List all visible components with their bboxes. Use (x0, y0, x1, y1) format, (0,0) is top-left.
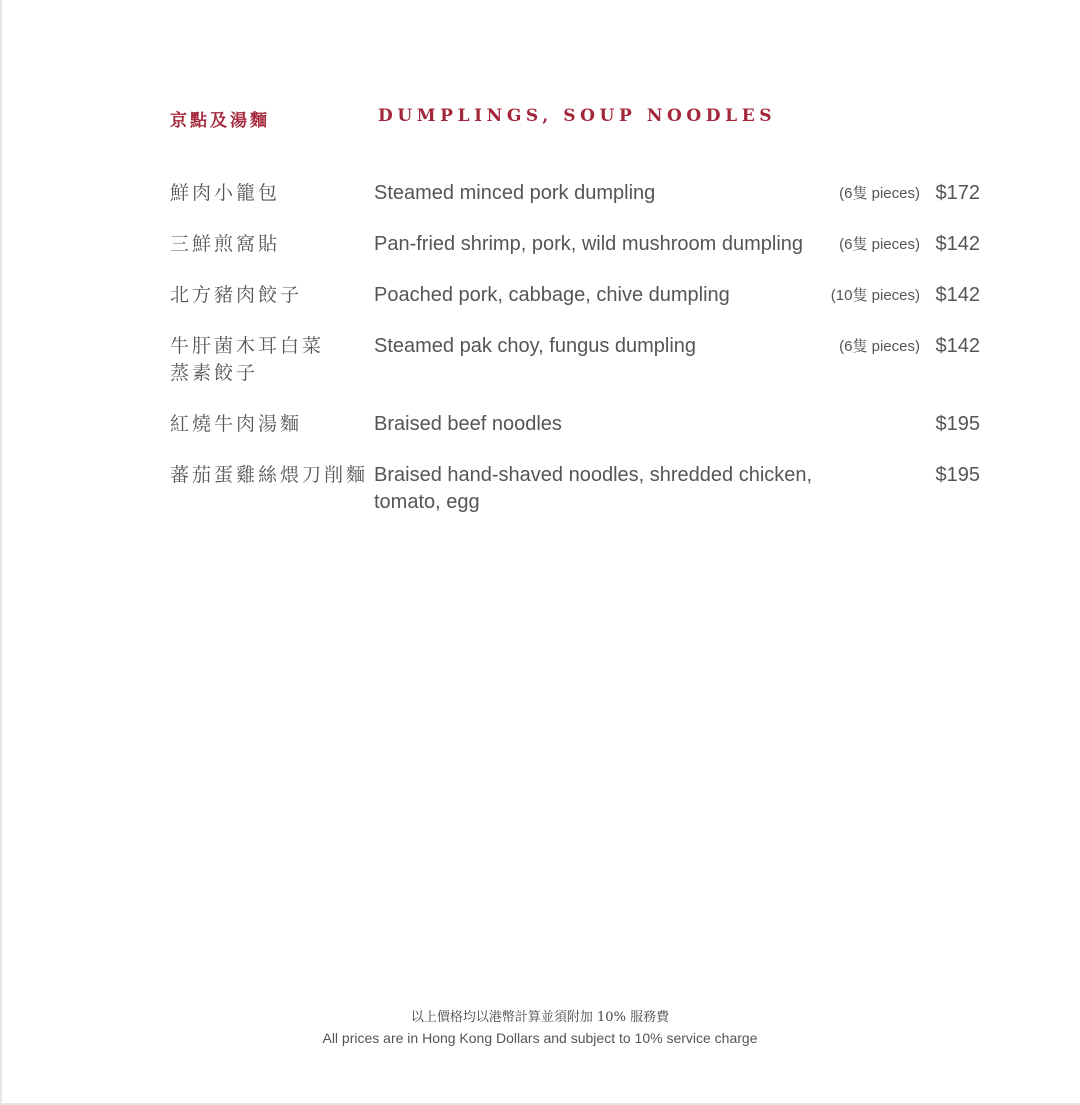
item-name-zh: 紅燒牛肉湯麵 (170, 413, 303, 435)
menu-item (170, 333, 980, 387)
item-price: $195 (935, 413, 980, 435)
item-name-zh: 三鮮煎窩貼 (170, 233, 281, 255)
item-name-zh: 北方豬肉餃子 (170, 284, 303, 306)
page-border-left (0, 0, 2, 1105)
section-title-zh: 京點及湯麵 (170, 111, 270, 131)
menu-item (170, 231, 980, 258)
item-quantity: (6隻 pieces) (839, 185, 920, 202)
item-name-zh: 蕃茄蛋雞絲煨刀削麵 (170, 464, 369, 486)
menu-item (170, 282, 980, 309)
footer-note-en: All prices are in Hong Kong Dollars and subject to 10% service charge (322, 1030, 758, 1046)
item-name-en: Steamed minced pork dumpling (374, 182, 656, 204)
menu-item (170, 411, 980, 438)
item-name-zh: 牛肝菌木耳白菜蒸素餃子 (170, 335, 325, 384)
section-title-en: DUMPLINGS, SOUP NOODLES (378, 106, 777, 126)
menu-list (170, 180, 980, 540)
footer-note-zh: 以上價格均以港幣計算並須附加 10% 服務費 (410, 1010, 670, 1025)
item-name-zh: 鮮肉小籠包 (170, 182, 281, 204)
section-header (170, 104, 980, 134)
item-name-en: Steamed pak choy, fungus dumpling (374, 335, 697, 357)
menu-item (170, 462, 980, 516)
item-price: $142 (935, 335, 980, 357)
item-name-en: Braised beef noodles (374, 413, 562, 435)
item-quantity: (10隻 pieces) (830, 287, 920, 304)
item-price: $195 (935, 464, 980, 486)
item-name-en: Pan-fried shrimp, pork, wild mushroom dumpling (374, 233, 804, 255)
item-name-en: Braised hand-shaved noodles, shredded chicken, tomato, egg (374, 464, 813, 513)
footer-note (0, 1008, 1080, 1048)
item-quantity: (6隻 pieces) (839, 236, 920, 253)
item-quantity: (6隻 pieces) (839, 338, 920, 355)
item-name-en: Poached pork, cabbage, chive dumpling (374, 284, 730, 306)
menu-item (170, 180, 980, 207)
item-price: $172 (935, 182, 980, 204)
item-price: $142 (935, 233, 980, 255)
item-price: $142 (935, 284, 980, 306)
